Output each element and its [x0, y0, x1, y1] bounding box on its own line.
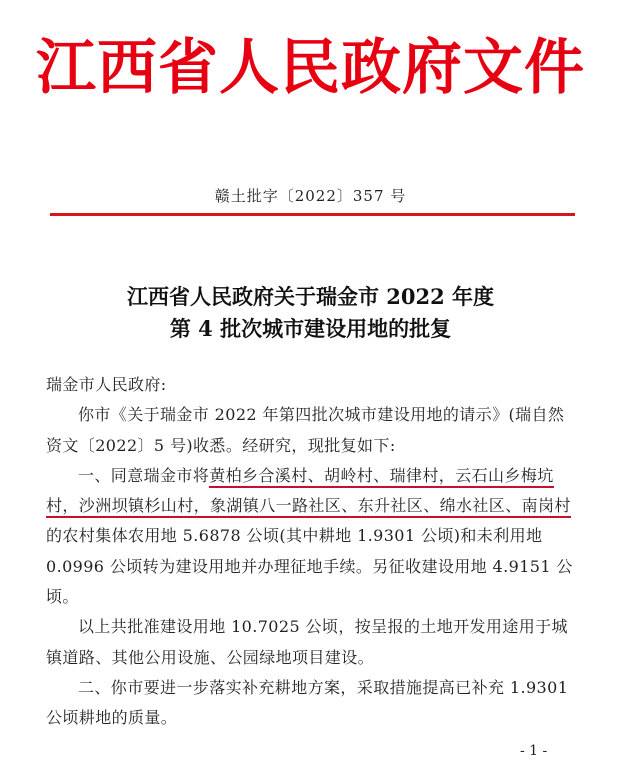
document-number: 赣土批字〔2022〕357 号 — [214, 187, 407, 205]
title-line-2: 第 4 批次城市建设用地的批复 — [169, 316, 452, 341]
title-line-1: 江西省人民政府关于瑞金市 2022 年度 — [126, 284, 495, 309]
document-body — [46, 370, 578, 734]
salutation: 瑞金市人民政府: — [46, 375, 167, 394]
red-separator-line — [50, 213, 575, 216]
page-number: - 1 - — [520, 743, 548, 759]
paragraph-approval — [46, 461, 578, 612]
paragraph-total-land: 以上共批准建设用地 10.7025 公顷，按呈报的土地开发用途用于城镇道路、其他公用设施、公园绿地项目建设。 — [46, 617, 568, 667]
approval-detail-text: 的农村集体农用地 5.6878 公顷(其中耕地 1.9301 公顷)和未利用地 0.0996 公顷转为建设用地并办理征地手续。另征收建设用地 4.9151 公顷。 — [46, 526, 573, 607]
paragraph-request: 你市《关于瑞金市 2022 年第四批次城市建设用地的请示》(瑞自然资文〔2022〕5 号)收悉。经研究，现批复如下: — [46, 405, 565, 455]
highlighted-village-list: 黄柏乡合溪村、胡岭村、瑞律村，云石山乡梅坑村，沙洲坝镇杉山村，象湖镇八一路社区、东升社区、绵水社区、南岗村 — [46, 466, 571, 518]
paragraph-farmland-requirement: 二、你市要进一步落实补充耕地方案，采取措施提高已补充 1.9301 公顷耕地的质量。 — [46, 677, 569, 728]
document-header-title: 江西省人民政府文件 — [36, 33, 585, 103]
approval-lead-text: 一、同意瑞金市将 — [78, 465, 210, 485]
document-title — [0, 281, 621, 345]
